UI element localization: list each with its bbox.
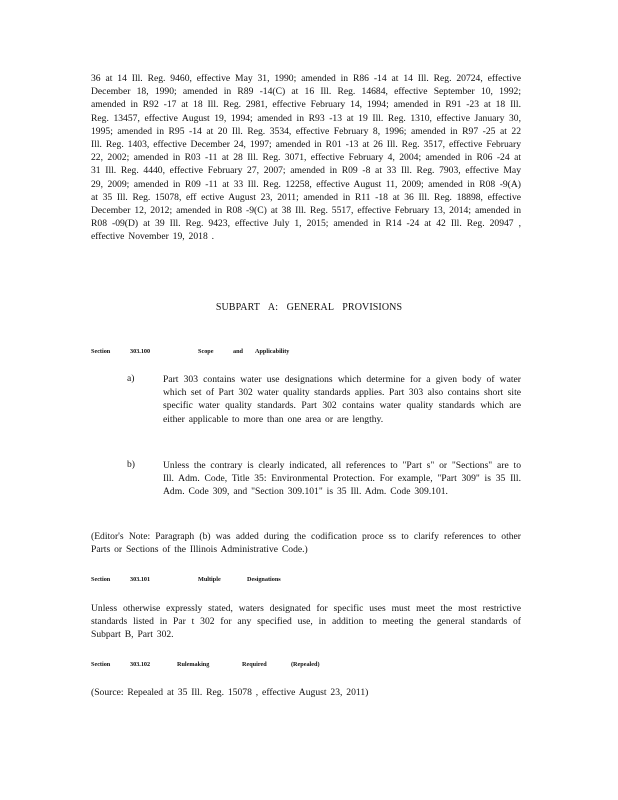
list-item-text: Part 303 contains water use designations which determine for a given body of water which set of Part 302 water quality standards applies. Part 303 also contains short site specific water quality standards. Part 302 contains water quality standards which are either applicable to more than one area or are lengthy. — [163, 374, 521, 425]
section-label: Section — [91, 661, 111, 668]
subpart-title: SUBPART A: GENERAL PROVISIONS — [215, 302, 403, 313]
editors-note: (Editor's Note: Paragraph (b) was added during the codification proce ss to clarify references to other Parts or Sections of the Illinois Administrative Code.) — [91, 531, 521, 556]
section-number: 303.100 — [130, 348, 151, 355]
section-title-word: Required — [242, 661, 267, 668]
section-number: 303.101 — [130, 576, 151, 583]
section-title-word: (Repealed) — [291, 661, 320, 668]
section-label: Section — [91, 576, 111, 583]
source-note: (Source: Repealed at 35 Ill. Reg. 15078 , effective August 23, 2011) — [91, 687, 369, 698]
section-title-word: Rulemaking — [177, 661, 210, 668]
section-303-101-paragraph: Unless otherwise expressly stated, waters designated for specific uses must meet the most restrictive standards listed in Par t 302 for any specified use, in addition to meeting the general standards of Subpart B, Part 302. — [91, 603, 521, 641]
section-title-word: Applicability — [255, 348, 290, 355]
list-item-text: Unless the contrary is clearly indicated, all references to "Part s" or "Sections" are to Ill. Adm. Code, Title 35: Environmental Protection. For example, "Part 309" is 35 Ill. Adm. Code 309, and "Section 309.101" is 35 Ill. Adm. Code 309.101. — [163, 460, 521, 498]
section-title-word: and — [233, 348, 243, 355]
section-number: 303.102 — [130, 661, 151, 668]
section-title-word: Multiple — [198, 576, 221, 583]
section-title-word: Scope — [198, 348, 214, 355]
list-item-marker: b) — [127, 459, 135, 470]
amendment-history-paragraph: 36 at 14 Ill. Reg. 9460, effective May 31, 1990; amended in R86 -14 at 14 Ill. Reg. 20724, effective December 18, 1990; amended in R89 -14(C) at 16 Ill. Reg. 14684, effective September 10, 1992; amended in R92 -17 at 18 Ill. Reg. 2981, effective February 14, 1994; amended in R91 -23 at 18 Ill. Reg. 13457, effective August 19, 1994; amended in R93 -13 at 19 Ill. Reg. 1310, effective January 30, 1995; amended in R95 -14 at 20 Ill. Reg. 3534, effective February 8, 1996; amended in R97 -25 at 22 Ill. Reg. 1403, effective December 24, 1997; amended in R01 -13 at 26 Ill. Reg. 3517, effective February 22, 2002; amended in R03 -11 at 28 Ill. Reg. 3071, effective February 4, 2004; amended in R06 -24 at 31 Ill. Reg. 4440, effective February 27, 2007; amended in R09 -8 at 33 Ill. Reg. 7903, effective May 29, 2009; amended in R09 -11 at 33 Ill. Reg. 12258, effective August 11, 2009; amended in R08 -9(A) at 35 Ill. Reg. 15078, eff ective August 23, 2011; amended in R11 -18 at 36 Ill. Reg. 18898, effective December 12, 2012; amended in R08 -9(C) at 38 Ill. Reg. 5517, effective February 13, 2014; amended in R08 -09(D) at 39 Ill. Reg. 9423, effective July 1, 2015; amended in R14 -24 at 42 Ill. Reg. 20947 , effective November 19, 2018 . — [91, 73, 521, 243]
list-item-marker: a) — [127, 373, 135, 384]
section-label: Section — [91, 348, 111, 355]
section-title-word: Designations — [247, 576, 281, 583]
